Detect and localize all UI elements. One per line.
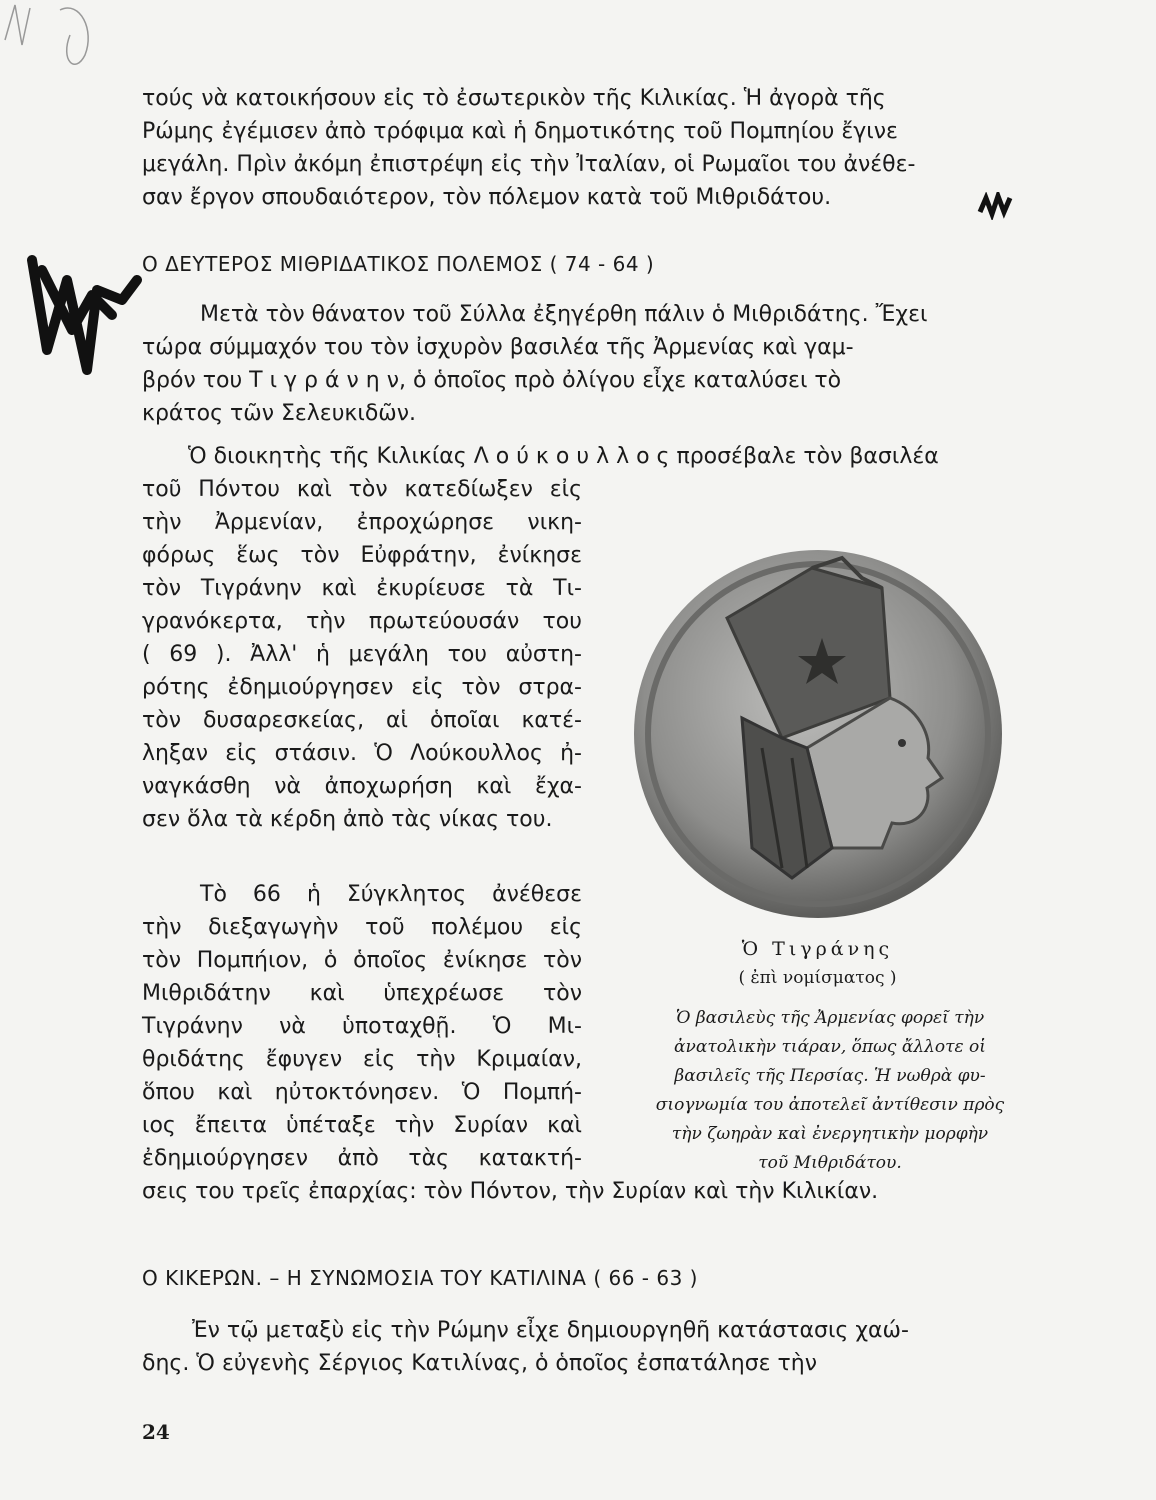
text-line: Ρώμης ἐγέμισεν ἀπὸ τρόφιμα καὶ ἡ δημοτικότης τοῦ Πομπηίου ἔγινε xyxy=(142,119,898,144)
tigranes-coin-image xyxy=(632,548,1004,920)
caption-line: ἀνατολικὴν τιάραν, ὅπως ἄλλοτε οἱ xyxy=(674,1037,986,1057)
caption-line: τὴν ζωηρὰν καὶ ἐνεργητικὴν μορφὴν xyxy=(671,1124,989,1144)
text-line: τὴν Ἀρμενίαν, ἐπροχώρησε νικη- xyxy=(142,510,582,535)
text-line: τὸν Πομπήιον, ὁ ὁποῖος ἐνίκησε τὸν xyxy=(142,948,582,973)
section-heading-cicero-catiline: Ο ΚΙΚΕΡΩΝ. – Η ΣΥΝΩΜΟΣΙΑ ΤΟΥ ΚΑΤΙΛΙΝΑ ( 66 - 63 ) xyxy=(142,1266,698,1290)
text-line: τούς νὰ κατοικήσουν εἰς τὸ ἐσωτερικὸν τῆς Κιλικίας. Ἡ ἀγορὰ τῆς xyxy=(142,86,886,111)
text-line: ιος ἔπειτα ὑπέταξε τὴν Συρίαν καὶ xyxy=(142,1113,582,1138)
intro-paragraph xyxy=(142,82,1027,214)
text-line: Τιγράνην νὰ ὑποταχθῇ. Ὁ Μι- xyxy=(142,1014,582,1039)
text-line: θριδάτης ἔφυγεν εἰς τὴν Κριμαίαν, xyxy=(142,1047,582,1072)
caption-line: τοῦ Μιθριδάτου. xyxy=(758,1153,902,1173)
text-line: σαν ἔργον σπουδαιότερον, τὸν πόλεμον κατὰ τοῦ Μιθριδάτου. xyxy=(142,185,832,210)
column-text-lucullus xyxy=(142,473,582,836)
text-line: Τὸ 66 ἡ Σύγκλητος ἀνέθεσε xyxy=(200,882,582,907)
caption-title: Ὁ Τιγράνης xyxy=(741,938,894,960)
text-line: τὸν Τιγράνην καὶ ἐκυρίευσε τὰ Τι- xyxy=(142,576,582,601)
text-line: σεις του τρεῖς ἐπαρχίας: τὸν Πόντον, τὴν Συρίαν καὶ τὴν Κιλικίαν. xyxy=(142,1179,879,1204)
caption-subtitle: ( ἐπὶ νομίσματος ) xyxy=(738,968,897,988)
text-line: ναγκάσθη νὰ ἀποχωρήση καὶ ἔχα- xyxy=(142,774,582,799)
text-line: Ὁ διοικητὴς τῆς Κιλικίας Λ ο ύ κ ο υ λ λ ο ς προσέβαλε τὸν βασιλέα xyxy=(188,444,939,469)
text-line: τὴν διεξαγωγὴν τοῦ πολέμου εἰς xyxy=(142,915,582,940)
text-line: ἐδημιούργησεν ἀπὸ τὰς κατακτή- xyxy=(142,1146,582,1171)
caption-line: σιογνωμία του ἀποτελεῖ ἀντίθεσιν πρὸς xyxy=(655,1095,1005,1115)
text-line: Μιθριδάτην καὶ ὑπεχρέωσε τὸν xyxy=(142,981,582,1006)
caption-body xyxy=(620,1004,1040,1178)
ink-scribble-margin xyxy=(12,240,147,390)
text-line: βρόν του Τ ι γ ρ ά ν η ν, ὁ ὁποῖος πρὸ ὀλίγου εἶχε καταλύσει τὸ xyxy=(142,368,842,393)
section-heading-second-mithridatic-war: Ο ΔΕΥΤΕΡΟΣ ΜΙΘΡΙΔΑΤΙΚΟΣ ΠΟΛΕΜΟΣ ( 74 - 64 ) xyxy=(142,252,655,276)
paragraph-mithridates xyxy=(142,298,1027,430)
text-line: γρανόκερτα, τὴν πρωτεύουσάν του xyxy=(142,609,582,634)
text-line: δης. Ὁ εὐγενὴς Σέργιος Κατιλίνας, ὁ ὁποῖος ἐσπατάλησε τὴν xyxy=(142,1351,818,1376)
text-line: μεγάλη. Πρὶν ἀκόμη ἐπιστρέψη εἰς τὴν Ἰταλίαν, οἱ Ρωμαῖοι του ἀνέθε- xyxy=(142,152,916,177)
caption-line: βασιλεῖς τῆς Περσίας. Ἡ νωθρὰ φυ- xyxy=(674,1066,986,1086)
text-line: ὅπου καὶ ηὐτοκτόνησεν. Ὁ Πομπή- xyxy=(142,1080,582,1105)
pencil-scribble-top-left xyxy=(0,0,110,90)
caption-line: Ὁ βασιλεὺς τῆς Ἀρμενίας φορεῖ τὴν xyxy=(675,1008,985,1028)
text-line: τὸν δυσαρεσκείας, αἱ ὁποῖαι κατέ- xyxy=(142,708,582,733)
text-line: τώρα σύμμαχόν του τὸν ἰσχυρὸν βασιλέα τῆς Ἀρμενίας καὶ γαμ- xyxy=(142,335,854,360)
paragraph-catiline xyxy=(142,1314,1027,1380)
text-line: Ἐν τῷ μεταξὺ εἰς τὴν Ρώμην εἶχε δημιουργηθῆ κατάστασις χαώ- xyxy=(192,1318,909,1343)
column-text-pompey xyxy=(142,878,582,1175)
paragraph-pompey-last-line xyxy=(142,1175,1027,1208)
text-line: τοῦ Πόντου καὶ τὸν κατεδίωξεν εἰς xyxy=(142,477,582,502)
text-line: κράτος τῶν Σελευκιδῶν. xyxy=(142,401,417,426)
paragraph-lucullus-first-line xyxy=(142,440,1027,473)
page-number: 24 xyxy=(142,1420,170,1444)
text-line: Μετὰ τὸν θάνατον τοῦ Σύλλα ἐξηγέρθη πάλιν ὁ Μιθριδάτης. Ἔχει xyxy=(200,302,928,327)
text-line: ( 69 ). Ἀλλ' ἡ μεγάλη του αὐστη- xyxy=(142,642,582,667)
text-line: φόρως ἕως τὸν Εὐφράτην, ἐνίκησε xyxy=(142,543,582,568)
text-line: ρότης ἐδημιούργησεν εἰς τὸν στρα- xyxy=(142,675,582,700)
text-line: σεν ὅλα τὰ κέρδη ἀπὸ τὰς νίκας του. xyxy=(142,807,553,832)
text-line: ληξαν εἰς στάσιν. Ὁ Λούκουλλος ἠ- xyxy=(142,741,582,766)
